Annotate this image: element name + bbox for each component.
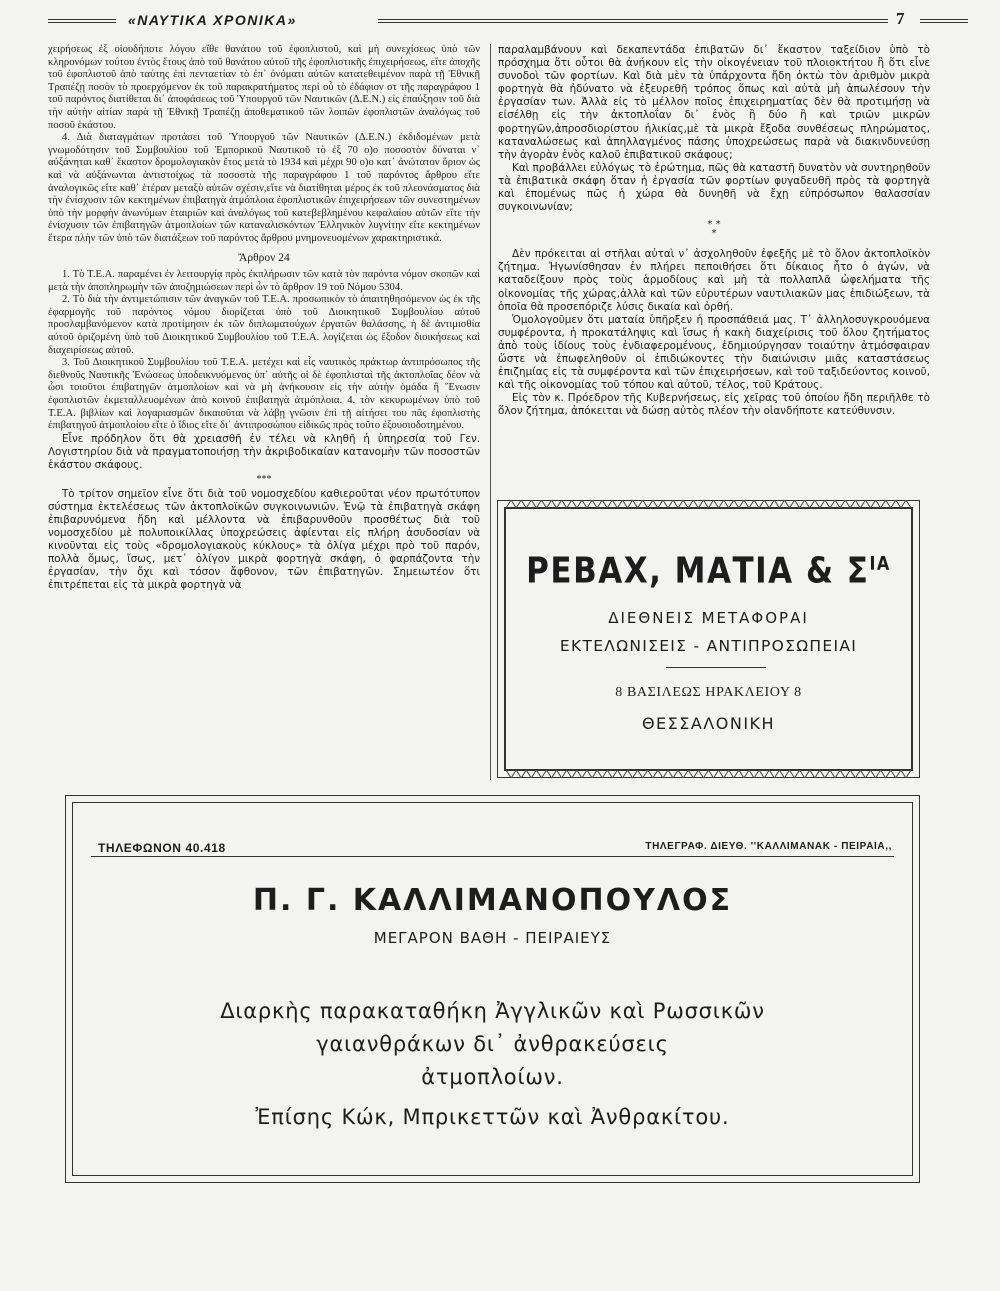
ad-address: ΜΕΓΑΡΟΝ ΒΑΘΗ - ΠΕΙΡΑΙΕΥΣ [373, 929, 612, 947]
ad-border-ornament [506, 500, 911, 508]
separator-stars: * * [707, 219, 721, 231]
publication-title: «ΝΑΥΤΙΚΑ ΧΡΟΝΙΚΑ» [128, 12, 297, 28]
paragraph: Εἶνε πρόδηλον ὅτι θὰ χρειασθῆ ἐν τέλει νὰ κληθῆ ἡ ὑπηρεσία τοῦ Γεν. Λογιστηρίου διὰ νὰ πραγματοποιήσῃ τὴν ἀκριβοδικαίαν κατανομὴν τῶν ποσοστῶν ἑκάστου σκάφους. [48, 432, 480, 471]
ad-body-line: ἀτμοπλοίων. [421, 1065, 564, 1089]
advertisement-kallimanopoulos [65, 795, 920, 1183]
ad-divider [666, 667, 766, 668]
paragraph: Καὶ προβάλλει εὐλόγως τὸ ἐρώτημα, πῶς θὰ καταστῆ δυνατὸν νὰ συντηρηθοῦν τὰ ἐπιβατικὰ σκάφη ὅταν ἡ ἐργασία τῶν φορτίων φυγαδευθῆ πρὸς τὰ φορτηγὰ καὶ ἑπομένως πῶς ἡ χώρα θὰ δυνηθῆ νὰ ἔχῃ εὐπρόσωπον θαλασσίαν συγκοινωνίαν; [498, 161, 930, 214]
ad-city: ΘΕΣΣΑΛΟΝΙΚΗ [641, 714, 776, 733]
section-separator [498, 220, 930, 238]
ad-border-ornament [506, 770, 911, 778]
header-rule [378, 19, 888, 23]
header-rule [920, 19, 968, 23]
paragraph: Εἰς τὸν κ. Πρόεδρον τῆς Κυβερνήσεως, εἰς χεῖρας τοῦ ὁποίου ἤδη περιῆλθε τὸ ὅλον ζήτημα, ἀπόκειται νὰ δώσῃ αὐτὸς πλέον τὴν οἱανδήποτε κατεύθυνσιν. [498, 392, 930, 418]
company-name-superscript: ΙΑ [869, 552, 891, 575]
ad-body-line: γαιανθράκων δι᾽ ἀνθρακεύσεις [316, 1032, 669, 1056]
paragraph: 1. Τὸ Τ.Ε.Α. παραμένει ἐν λειτουργίᾳ πρὸς ἐκπλήρωσιν τῶν κατὰ τὸν παρόντα νόμον σκοπῶν καὶ μετὰ τὴν ἀποπληρωμὴν τῶν ἀποζημιώσεων περὶ ὧν τὸ ἄρθρον 19 τοῦ Νόμου 5304. [48, 269, 480, 293]
ad-phone: ΤΗΛΕΦΩΝΟΝ 40.418 [98, 841, 226, 855]
ad-body-line: Ἐπίσης Κώκ, Μπρικεττῶν καὶ Ἀνθρακίτου. [255, 1105, 730, 1129]
right-column [498, 44, 930, 418]
page-header [48, 8, 968, 34]
paragraph: παραλαμβάνουν καὶ δεκαπεντάδα ἐπιβατῶν δι᾽ ἕκαστον ταξείδιον ὑπὸ τὸ πρόσχημα ὅτι οὗτοι θὰ ἀνήκουν εἰς τὴν οἰκογένειαν τοῦ πλοιοκτήτου ἢ ὅτι εἶνε συνοδοὶ τῶν φορτίων. Καὶ διὰ μὲν τὰ ὑπάρχοντα ἤδη ὀκτὼ τὸν ἀριθμὸν μικρὰ φορτηγὰ θὰ ἠδύνατο νὰ ἐξευρεθῆ τρόπος ὅπως καὶ αὐτὰ μὴ ἀπωλέσουν τὴν ἐργασίαν των. Ἀλλὰ εἰς τὸ μέλλον ποῖος ἐπιχειρηματίας δὲν θὰ προτιμήσῃ νὰ εἰσέλθῃ εἰς τὴν ἀκτοπλοΐαν δι᾽ ἑνὸς ἢ δύο ἢ καὶ τριῶν μικρῶν φορτηγῶν,ἀπροσδιορίστου ἡλικίας,μὲ τὰ μικρὰ ἔξοδα συνθέσεως πληρώματος, καταναλώσεως καὶ ἀπηλλαγμένος πάσης ὑποχρεώσεως παρὰ νὰ διακινδυνεύσῃ τὴν ἀγορὰν ἑνὸς καλοῦ ἐπιβατικοῦ σκάφους; [498, 44, 930, 161]
paragraph: Ὁμολογοῦμεν ὅτι ματαία ὑπῆρξεν ἡ προσπάθειά μας. Τ᾽ ἀλληλοσυγκρουόμενα συμφέροντα, ἡ προκατάληψις καὶ ἴσως ἡ κακὴ διαχείρισις τοῦ ὅλου ζητήματος ἀπὸ τοὺς ἰδίους τοὺς ἐνδιαφερομένους, ἐδημιούργησαν τοιαύτην ἀτμόσφαιραν ὥστε νὰ ἐπωφεληθοῦν οἱ ἐπιδιώκοντες τὴν διαιώνισιν μιᾶς καταστάσεως ἐπιζημίας εἰς τὰ συμφέροντα καὶ τῶν ἐπιχειρήσεων, καὶ τοῦ ταξιδεύοντος κοινοῦ, καὶ τῆς οἰκονομίας τοῦ τόπου καὶ αὐτοῦ, τέλος, τοῦ Κράτους. [498, 313, 930, 392]
ad-body-line: Διαρκὴς παρακαταθήκη Ἀγγλικῶν καὶ Ρωσσικῶν [220, 999, 765, 1023]
ad-header-rule [91, 856, 894, 857]
company-name [506, 550, 911, 591]
column-divider [490, 44, 491, 780]
ad-inner-frame [504, 507, 913, 771]
page-number: 7 [896, 9, 905, 28]
ad-company-name: Π. Γ. ΚΑΛΛΙΜΑΝΟΠΟΥΛΟΣ [252, 883, 733, 918]
section-separator: *** [256, 473, 272, 485]
ad-address: 8 ΒΑΣΙΛΕΩΣ ΗΡΑΚΛΕΙΟΥ 8 [615, 685, 802, 700]
paragraph: Δὲν πρόκειται αἱ στῆλαι αὐταὶ ν᾽ ἀσχοληθοῦν ἐφεξῆς μὲ τὸ ὅλον ἀκτοπλοϊκὸν ζήτημα. Ἠγωνίσθησαν ἐν πλήρει πεποιθήσει ὅτι δίκαιος ἦτο ὁ ἀγών, νὰ καταδείξουν πρὸς τοὺς ἁρμοδίους καὶ μὴ τὰ πολλαπλᾶ ὠφελήματα τῆς οἰκονομίας τῆς χώρας,ἀλλὰ καὶ τῶν εὐρυτέρων ναυτιλιακῶν μας ἐπιδιώξεων, τὰ ὁποῖα θὰ προσεπόριζε λύσις δικαία καὶ ὀρθή. [498, 248, 930, 313]
paragraph: Τὸ τρίτον σημεῖον εἶνε ὅτι διὰ τοῦ νομοσχεδίου καθιεροῦται νέον πρωτότυπον σύστημα ἐκτελέσεως τῶν ἀκτοπλοϊκῶν συγκοινωνιῶν. Ἐνῷ τὰ ἐπιβατηγὰ σκάφη ἐπιβαρυνόμενα ἤδη καὶ μέλλοντα νὰ ἐπιβαρυνθοῦν προσθέτως διὰ τοῦ νομοσχεδίου μὲ πολυποικίλλας ὑποχρεώσεις ἀφίενται εἰς πλήρη ἀσυδοσίαν νὰ κινοῦνται εἰς τοὺς «δρομολογιακοὺς κύκλους» τὰ ὀλίγα μέχρι πρὸ τοῦ παρόν, πολλὰ ὅμως, ἴσως, μετ᾽ ὀλίγον μικρὰ φορτηγὰ σκάφη, ὁ φαρπάζοντα τὴν ἐργασίαν, τὴν ὄχι καὶ τόσον ἄφθονον, τῶν ἐπιβατηγῶν. Σημειωτέον ὅτι ἐπιτρέπεται εἰς τὰ μικρὰ φορτηγὰ νὰ [48, 488, 480, 592]
separator-star: * [711, 228, 717, 240]
ad-inner-frame [72, 802, 913, 1176]
header-rule [48, 19, 116, 23]
paragraph: χειρήσεως ἐξ οἱουδήποτε λόγου εἴθε θανάτου τοῦ ἐφοπλιστοῦ, καὶ μὴ συνεχίσεως ὑπὸ τῶν κληρονόμων τούτου ἐντὸς ἔτους ἀπὸ τοῦ θανάτου αὐτοῦ τῆς ἐφοπλιστικῆς ἐπιχειρήσεως, εἴτε ἀποχῆς τοῦ ἐφοπλιστοῦ ἀπὸ ταύτης ἐπὶ πενταετίαν τὸ ἐπ᾽ ὀνόματι αὐτῶν κατατεθειμένον παρὰ τῇ Ἐθνικῇ Τραπέζῃ ποσὸν τὸ προερχόμενον ἐκ τοῦ παρακρατήματος περὶ οὗ τὸ ἐδάφιον στ τῆς παραγράφου 1 τοῦ παρόντος διατίθεται δι᾽ ἀποφάσεως τοῦ Ὑπουργοῦ τῶν Ναυτικῶν (Δ.Ε.Ν.) εἰς ἐπαύξησιν τοῦ διὰ τὴν αὐτὴν αἰτίαν παρὰ τῇ Ἐθνικῇ Τραπέζῃ ἀποθεματικοῦ τῶν λοιπῶν ἐφοπλιστῶν ἀναλόγως τοῦ ποσοῦ ἑκάστου. [48, 44, 480, 131]
article-heading: Ἄρθρον 24 [238, 251, 290, 264]
advertisement-rebax [497, 500, 920, 778]
paragraph: 3. Τοῦ Διοικητικοῦ Συμβουλίου τοῦ Τ.Ε.Α. μετέχει καὶ εἷς ναυτικὸς πράκτωρ ἀντιπρόσωπος τῆς διεθνοῦς Ναυτικῆς Ἑνώσεως ὑποδεικνυόμενος ὑπ᾽ αὐτῆς οἱ δὲ ἐφοπλισταὶ τῆς ἀκτοπλοΐας δέον νὰ ὦσι τοιοῦτοι ἐπιβατηγῶν ἀτμοπλοίων καὶ νὰ μὴ ἀνήκουσιν εἰς τὴν αὐτὴν ὁμάδα ἢ Ἕνωσιν ἐφοπλιστῶν ἐκμεταλλευομένων ἀπὸ κοινοῦ ἐπιβατηγὰ ἀτμόπλοια. 4. τὸν κεκυρωμένων ὑπὸ τοῦ Τ.Ε.Α. βιβλίων καὶ λογαριασμῶν δικαιοῦται νὰ λάβῃ γνῶσιν ἐπὶ τῇ αἰτήσει του πᾶς ἐφοπλιστὴς ἐπιβατηγοῦ ἀτμοπλοίου εἴτε ὁ ἴδιος εἴτε δι᾽ ἀντιπροσώπου εἰδικῶς πρὸς τοῦτο ἐξουσιοδοτημένου. [48, 357, 480, 432]
ad-service-line: ΔΙΕΘΝΕΙΣ ΜΕΤΑΦΟΡΑΙ [608, 609, 809, 627]
left-column [48, 44, 480, 592]
paragraph: 4. Διὰ διαταγμάτων προτάσει τοῦ Ὑπουργοῦ τῶν Ναυτικῶν (Δ.Ε.Ν.) ἐκδιδομένων μετὰ γνωμοδότησιν τοῦ Συμβουλίου τοῦ Ἐμπορικοῦ Ναυτικοῦ τὸ ἐξ 70 ο)ο ποσοστὸν δύναται ν᾽ αὐξάνηται καθ᾽ ἕκαστον δρομολογιακὸν ἔτος μετὰ τὸ 1934 καὶ μέχρι 90 ο)ο κατ᾽ ἀνώτατον ὅριον ὡς καὶ νὰ αὐξάνωνται ἀντιστοίχως τὰ ποσοστὰ τῆς παραγράφου 1 τοῦ παρόντος ἄρθρου εἴτε ἀναλογικῶς εἴτε καθ᾽ ἑτέραν μεταξὺ αὐτῶν σχέσιν,εἴτε νὰ διατίθηται μέρος ἐκ τοῦ πλεονάσματος διὰ τὴν ἐνίσχυσιν τῶν κεκτημένων ἐπιβατηγὰ ἀτμόπλοια ἐφοπλιστικῶν ἐπιχειρήσεων τῶν συνεστημένων ὑπὸ τὴν μορφὴν ἀνωνύμων ἑταιριῶν καὶ ἀναλόγως τοῦ κατεβεβλημένου κεφαλαίου αὐτῶν εἴτε τὴν ἐνίσχυσιν τῶν ἐπιβατηγῶν ἀτμοπλοίων τῶν καταναλισκόντων Ἑλληνικὸν λυγνίτην εἴτε κεκτημένων ἕτερα πλὴν τῶν ὑπὸ τῶν διατάξεων τοῦ παρόντος ἄρθρου μνημονευομένων χαρακτηριστικά. [48, 132, 480, 244]
company-name-text: ΡΕΒΑΧ, ΜΑΤΙΑ & Σ [526, 550, 870, 592]
ad-telegraph-address: ΤΗΛΕΓΡΑΦ. ΔΙΕΥΘ. ''ΚΑΛΛΙΜΑΝΑΚ - ΠΕΙΡΑΙΑ,, [645, 841, 892, 852]
paragraph: 2. Τὸ διὰ τὴν ἀντιμετώπισιν τῶν ἀναγκῶν τοῦ Τ.Ε.Α. προσωπικὸν τὸ ἀπαιτηθησόμενον ὡς ἐκ τῆς ἐφαρμογῆς τοῦ παρόντος νόμου διορίζεται ὑπὸ τοῦ Διοικητικοῦ Συμβουλίου αὐτοῦ προσλαμβανόμενον κατὰ προτίμησιν ἐκ τῶν διπλωματούχων ἐργατῶν θαλάσσης, ἡ δὲ ἀντιμισθία αὐτοῦ ὁριζομένη ὑπὸ τοῦ Διοικητικοῦ Συμβουλίου τοῦ Τ.Ε.Α. λογίζεται ὡς ἔξοδον διοικήσεως καὶ διαχειρίσεως αὐτοῦ. [48, 294, 480, 356]
ad-service-line: ΕΚΤΕΛΩΝΙΣΕΙΣ - ΑΝΤΙΠΡΟΣΩΠΕΙΑΙ [559, 637, 858, 655]
